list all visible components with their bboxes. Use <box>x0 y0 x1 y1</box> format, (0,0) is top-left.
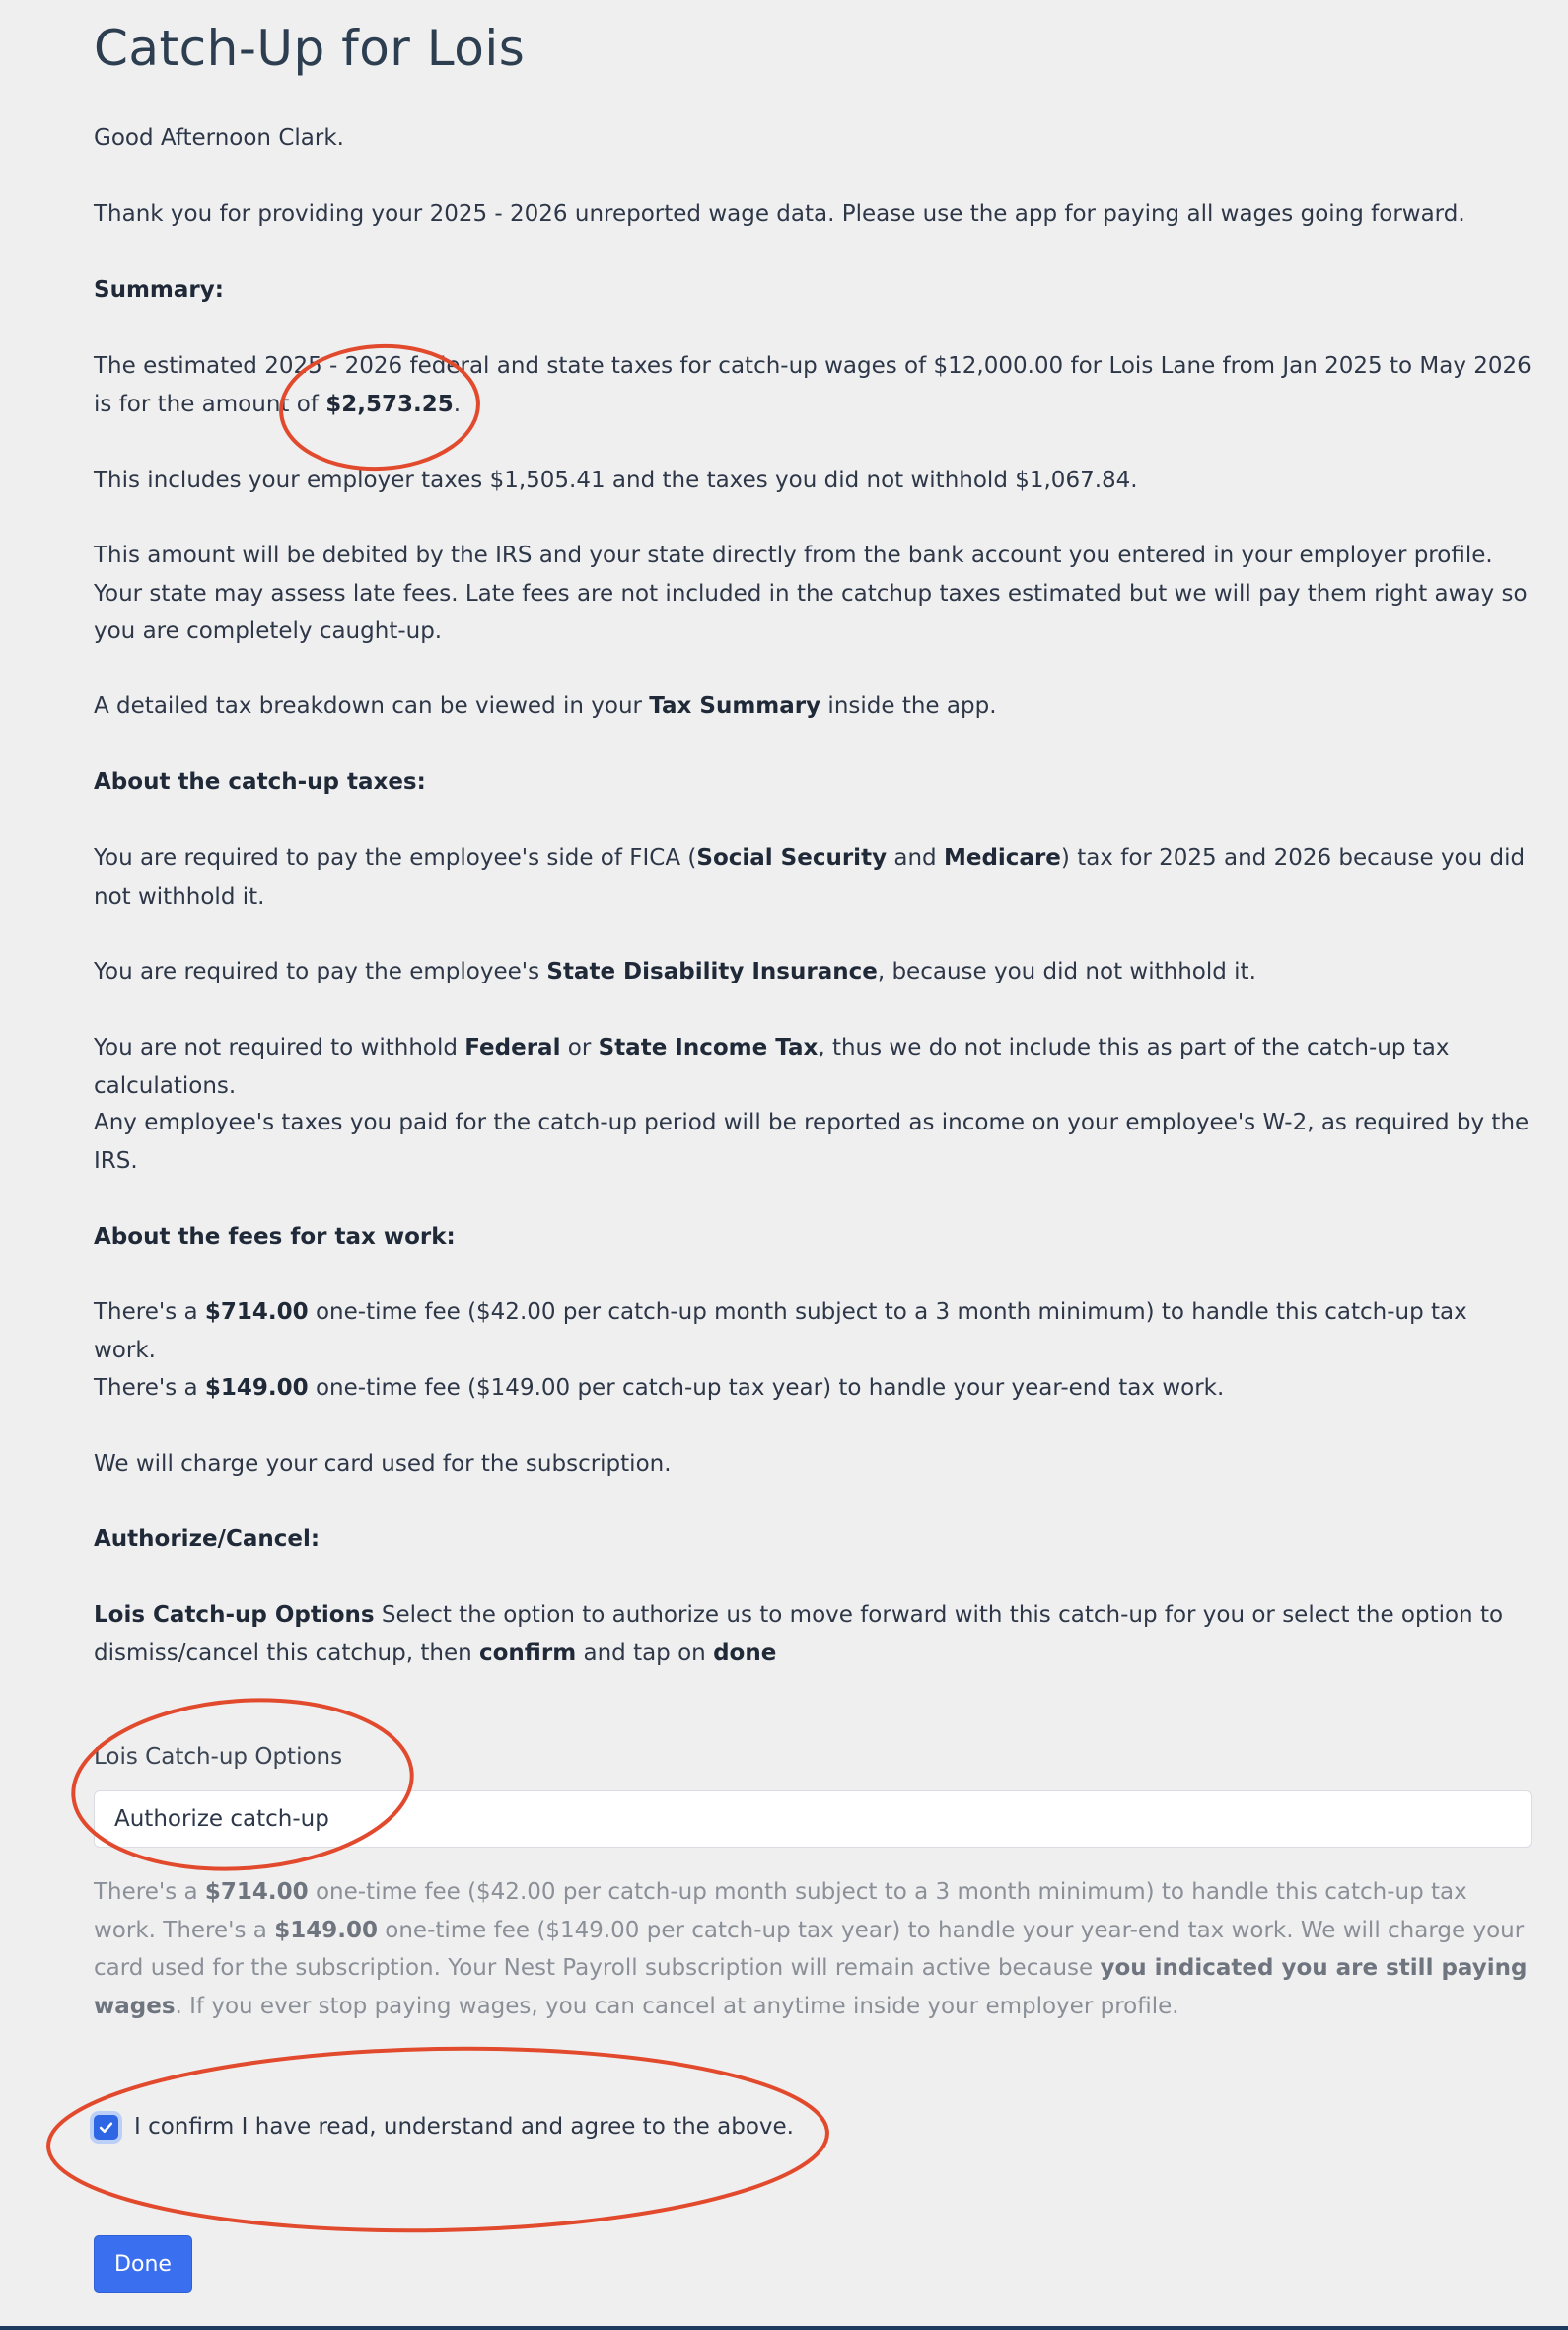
bottom-bar <box>0 2326 1568 2330</box>
options-instructions: Lois Catch-up Options Select the option to authorize us to move forward with this catch-up for you or select the option to dismiss/cancel this catchup, then confirm and tap on done <box>94 1602 1504 1666</box>
card-note: We will charge your card used for the subscription. <box>94 1451 672 1477</box>
summary-heading: Summary: <box>94 277 224 303</box>
tax-summary-link: Tax Summary <box>649 693 821 719</box>
catchup-options-select[interactable]: Authorize catch-up <box>94 1790 1532 1848</box>
thanks-text: Thank you for providing your 2025 - 2026 unreported wage data. Please use the app for paying all wages going forward. <box>94 201 1465 227</box>
authorize-heading: Authorize/Cancel: <box>94 1526 321 1552</box>
w2-note: Any employee's taxes you paid for the catch-up period will be reported as income on your employee's W-2, as required by the IRS. <box>94 1110 1530 1174</box>
sdi-text: You are required to pay the employee's State Disability Insurance, because you did not withhold it. <box>94 959 1256 984</box>
done-button[interactable]: Done <box>94 2235 192 2293</box>
annotation-circle-options <box>67 1689 417 1880</box>
annotation-circle-confirm <box>46 2042 828 2237</box>
about-fees-heading: About the fees for tax work: <box>94 1224 456 1250</box>
fee-catchup-text: There's a $714.00 one-time fee ($42.00 per catch-up month subject to a 3 month minimum) to handle this catch-up tax work. <box>94 1299 1467 1363</box>
fica-text: You are required to pay the employee's side of FICA (Social Security and Medicare) tax for 2025 and 2026 because you did not withhold it. <box>94 845 1526 910</box>
income-tax-text: You are not required to withhold Federal or State Income Tax, thus we do not include this as part of the catch-up tax calculations. <box>94 1035 1450 1099</box>
confirm-checkbox[interactable] <box>94 2115 118 2140</box>
confirm-label: I confirm I have read, understand and agree to the above. <box>134 2114 794 2140</box>
debit-note: This amount will be debited by the IRS and your state directly from the bank account you entered in your employer profile. Your state may assess late fees. Late fees are not included in the catchup taxes estimated but we will pay them right away so you are completely caught-up. <box>94 543 1528 644</box>
confirm-row[interactable] <box>94 2114 794 2140</box>
includes-text: This includes your employer taxes $1,505.41 and the taxes you did not withhold $1,067.84. <box>94 468 1138 493</box>
page-title: Catch-Up for Lois <box>94 20 526 77</box>
estimate-amount: $2,573.25 <box>325 391 454 417</box>
select-help-text: There's a $714.00 one-time fee ($42.00 per catch-up month subject to a 3 month minimum) to handle this catch-up tax work. There's a $149.00 one-time fee ($149.00 per catch-up tax year) to handle your year-end tax work. We will charge your card used for the subscription. Your Nest Payroll subscription will remain active because you indicated you are still paying wages. If you ever stop paying wages, you can cancel at anytime inside your employer profile. <box>94 1879 1528 2019</box>
check-icon <box>98 2119 114 2136</box>
breakdown-text: A detailed tax breakdown can be viewed in your Tax Summary inside the app. <box>94 693 997 719</box>
estimate-text: The estimated 2025 - 2026 federal and state taxes for catch-up wages of $12,000.00 for Lois Lane from Jan 2025 to May 2026 is for the amount of $2,573.25. <box>94 353 1532 417</box>
greeting: Good Afternoon Clark. <box>94 125 344 151</box>
catchup-options-label: Lois Catch-up Options <box>94 1744 343 1770</box>
about-taxes-heading: About the catch-up taxes: <box>94 769 426 795</box>
fee-yearend-text: There's a $149.00 one-time fee ($149.00 per catch-up tax year) to handle your year-end tax work. <box>94 1375 1225 1401</box>
